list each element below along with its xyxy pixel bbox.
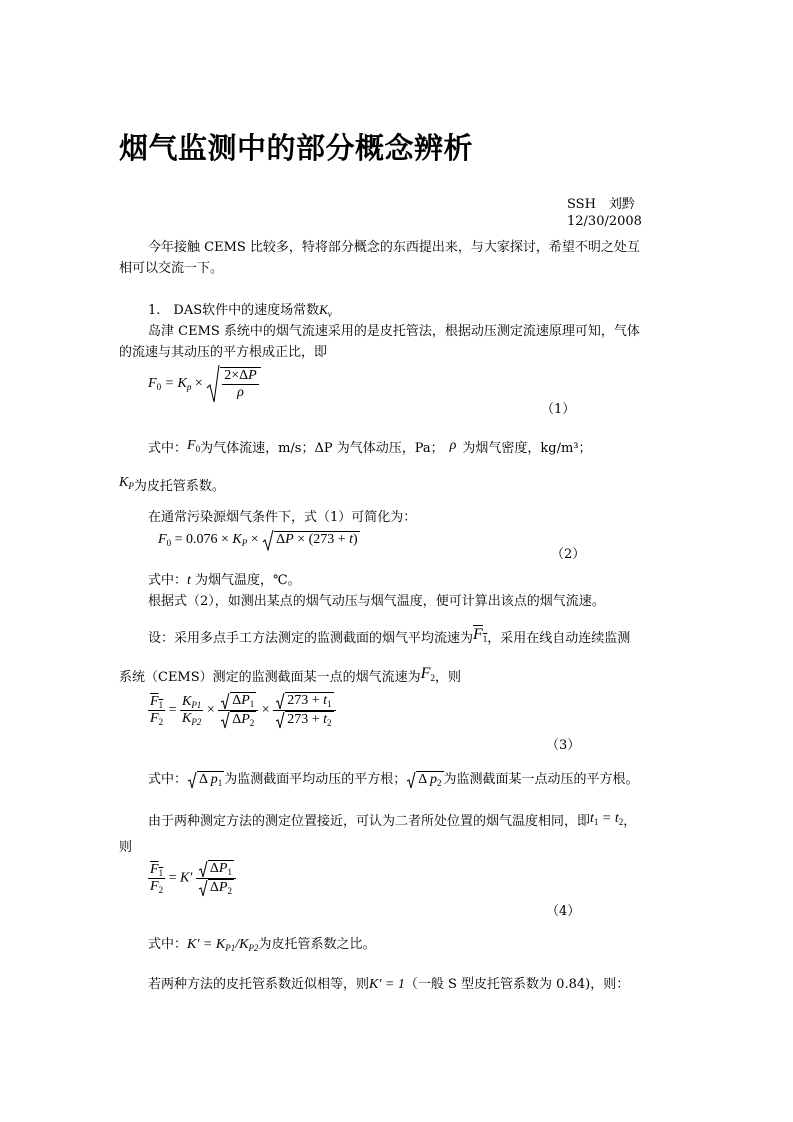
paragraph-1-line-1: 岛津 CEMS 系统中的烟气流速采用的是皮托管法，根据动压测定流速原理可知，气体 <box>148 324 640 339</box>
paragraph-4-line-1: 设：采用多点手工方法测定的监测截面的烟气平均流速为$F_1$，采用在线自动连续监测 <box>148 626 631 646</box>
paragraph-3: 根据式（2），如测出某点的烟气动压与烟气温度，便可计算出该点的烟气流速。 <box>148 594 605 609</box>
paragraph-1-line-2: 的流速与其动压的平方根成正比，即 <box>119 345 328 360</box>
equation-3-number: （3） <box>546 738 581 753</box>
equation-3: $\frac{F_1}{F_2}$ = $\frac{K_{P1}}{K_{P2}}$ × $\frac{\Delta P_1}{\Delta P_2}$ × $\frac{273 + t_1}{273 + t_2}$ <box>148 692 336 729</box>
radical-sign-icon <box>206 364 220 404</box>
intro-line-2: 相可以交流一下。 <box>119 261 224 276</box>
paragraph-5-line-1: 由于两种测定方法的测定位置接近，可认为二者所处位置的烟气温度相同，即$t_1 = t_2$， <box>148 811 637 829</box>
definition-2: 式中：t 为烟气温度，℃。 <box>148 573 301 588</box>
paragraph-6: 若两种方法的皮托管系数近似相等，则K′ = 1（一般 S 型皮托管系数为 0.84)，则： <box>148 977 630 992</box>
definition-1-line-2: $K_P$为皮托管系数。 <box>119 475 225 494</box>
section-1-heading: 1. DAS软件中的速度场常数$K_v$ <box>148 302 332 319</box>
radical-sign-icon <box>275 711 285 729</box>
radical-sign-icon <box>262 529 274 551</box>
intro-line-1: 今年接触 CEMS 比较多，特将部分概念的东西提出来，与大家探讨，希望不明之处互 <box>148 240 640 255</box>
radical-sign-icon <box>275 692 285 710</box>
paragraph-5-line-2: 则 <box>119 840 133 855</box>
radical-sign-icon <box>198 860 208 878</box>
equation-2: $F_0 = 0.076 \times K_P \times \Delta P \times (273 + t)$ <box>158 529 360 551</box>
paragraph-2: 在通常污染源烟气条件下，式（1）可简化为： <box>148 510 417 525</box>
radical-sign-icon <box>198 879 208 897</box>
equation-1-number: （1） <box>541 402 576 417</box>
page-title: 烟气监测中的部分概念辨析 <box>119 131 474 165</box>
radical-sign-icon <box>406 771 416 789</box>
radical-sign-icon <box>187 771 197 789</box>
author-line: SSH 刘黔 <box>567 197 635 212</box>
definition-1-line-1: 式中：$F_0$为气体流速，m/s；ΔP 为气体动压，Pa； ρ 为烟气密度，kg/m³； <box>148 438 592 456</box>
radical-sign-icon <box>220 711 230 729</box>
equation-4-number: （4） <box>546 904 581 919</box>
equation-2-number: （2） <box>551 547 586 562</box>
date-line: 12/30/2008 <box>567 214 642 229</box>
definition-3: 式中： Δ $p_1$ 为监测截面平均动压的平方根； Δ $p_2$ 为监测截面某一点动压的平方根。 <box>148 772 639 788</box>
equation-1: $F_0 = K_p$ × $\frac{2\times\Delta P}{\rho}$ <box>148 364 261 407</box>
equation-4: $\frac{F_1}{F_2}$ = K′ $\frac{\Delta P_1}{\Delta P_2}$ <box>148 860 236 897</box>
radical-sign-icon <box>220 692 230 710</box>
definition-4: 式中：$K' = K_{P1}/K_{P2}$为皮托管系数之比。 <box>148 937 376 953</box>
paragraph-4-line-2: 系统（CEMS）测定的监测截面某一点的烟气流速为$F_2$，则 <box>119 665 461 685</box>
